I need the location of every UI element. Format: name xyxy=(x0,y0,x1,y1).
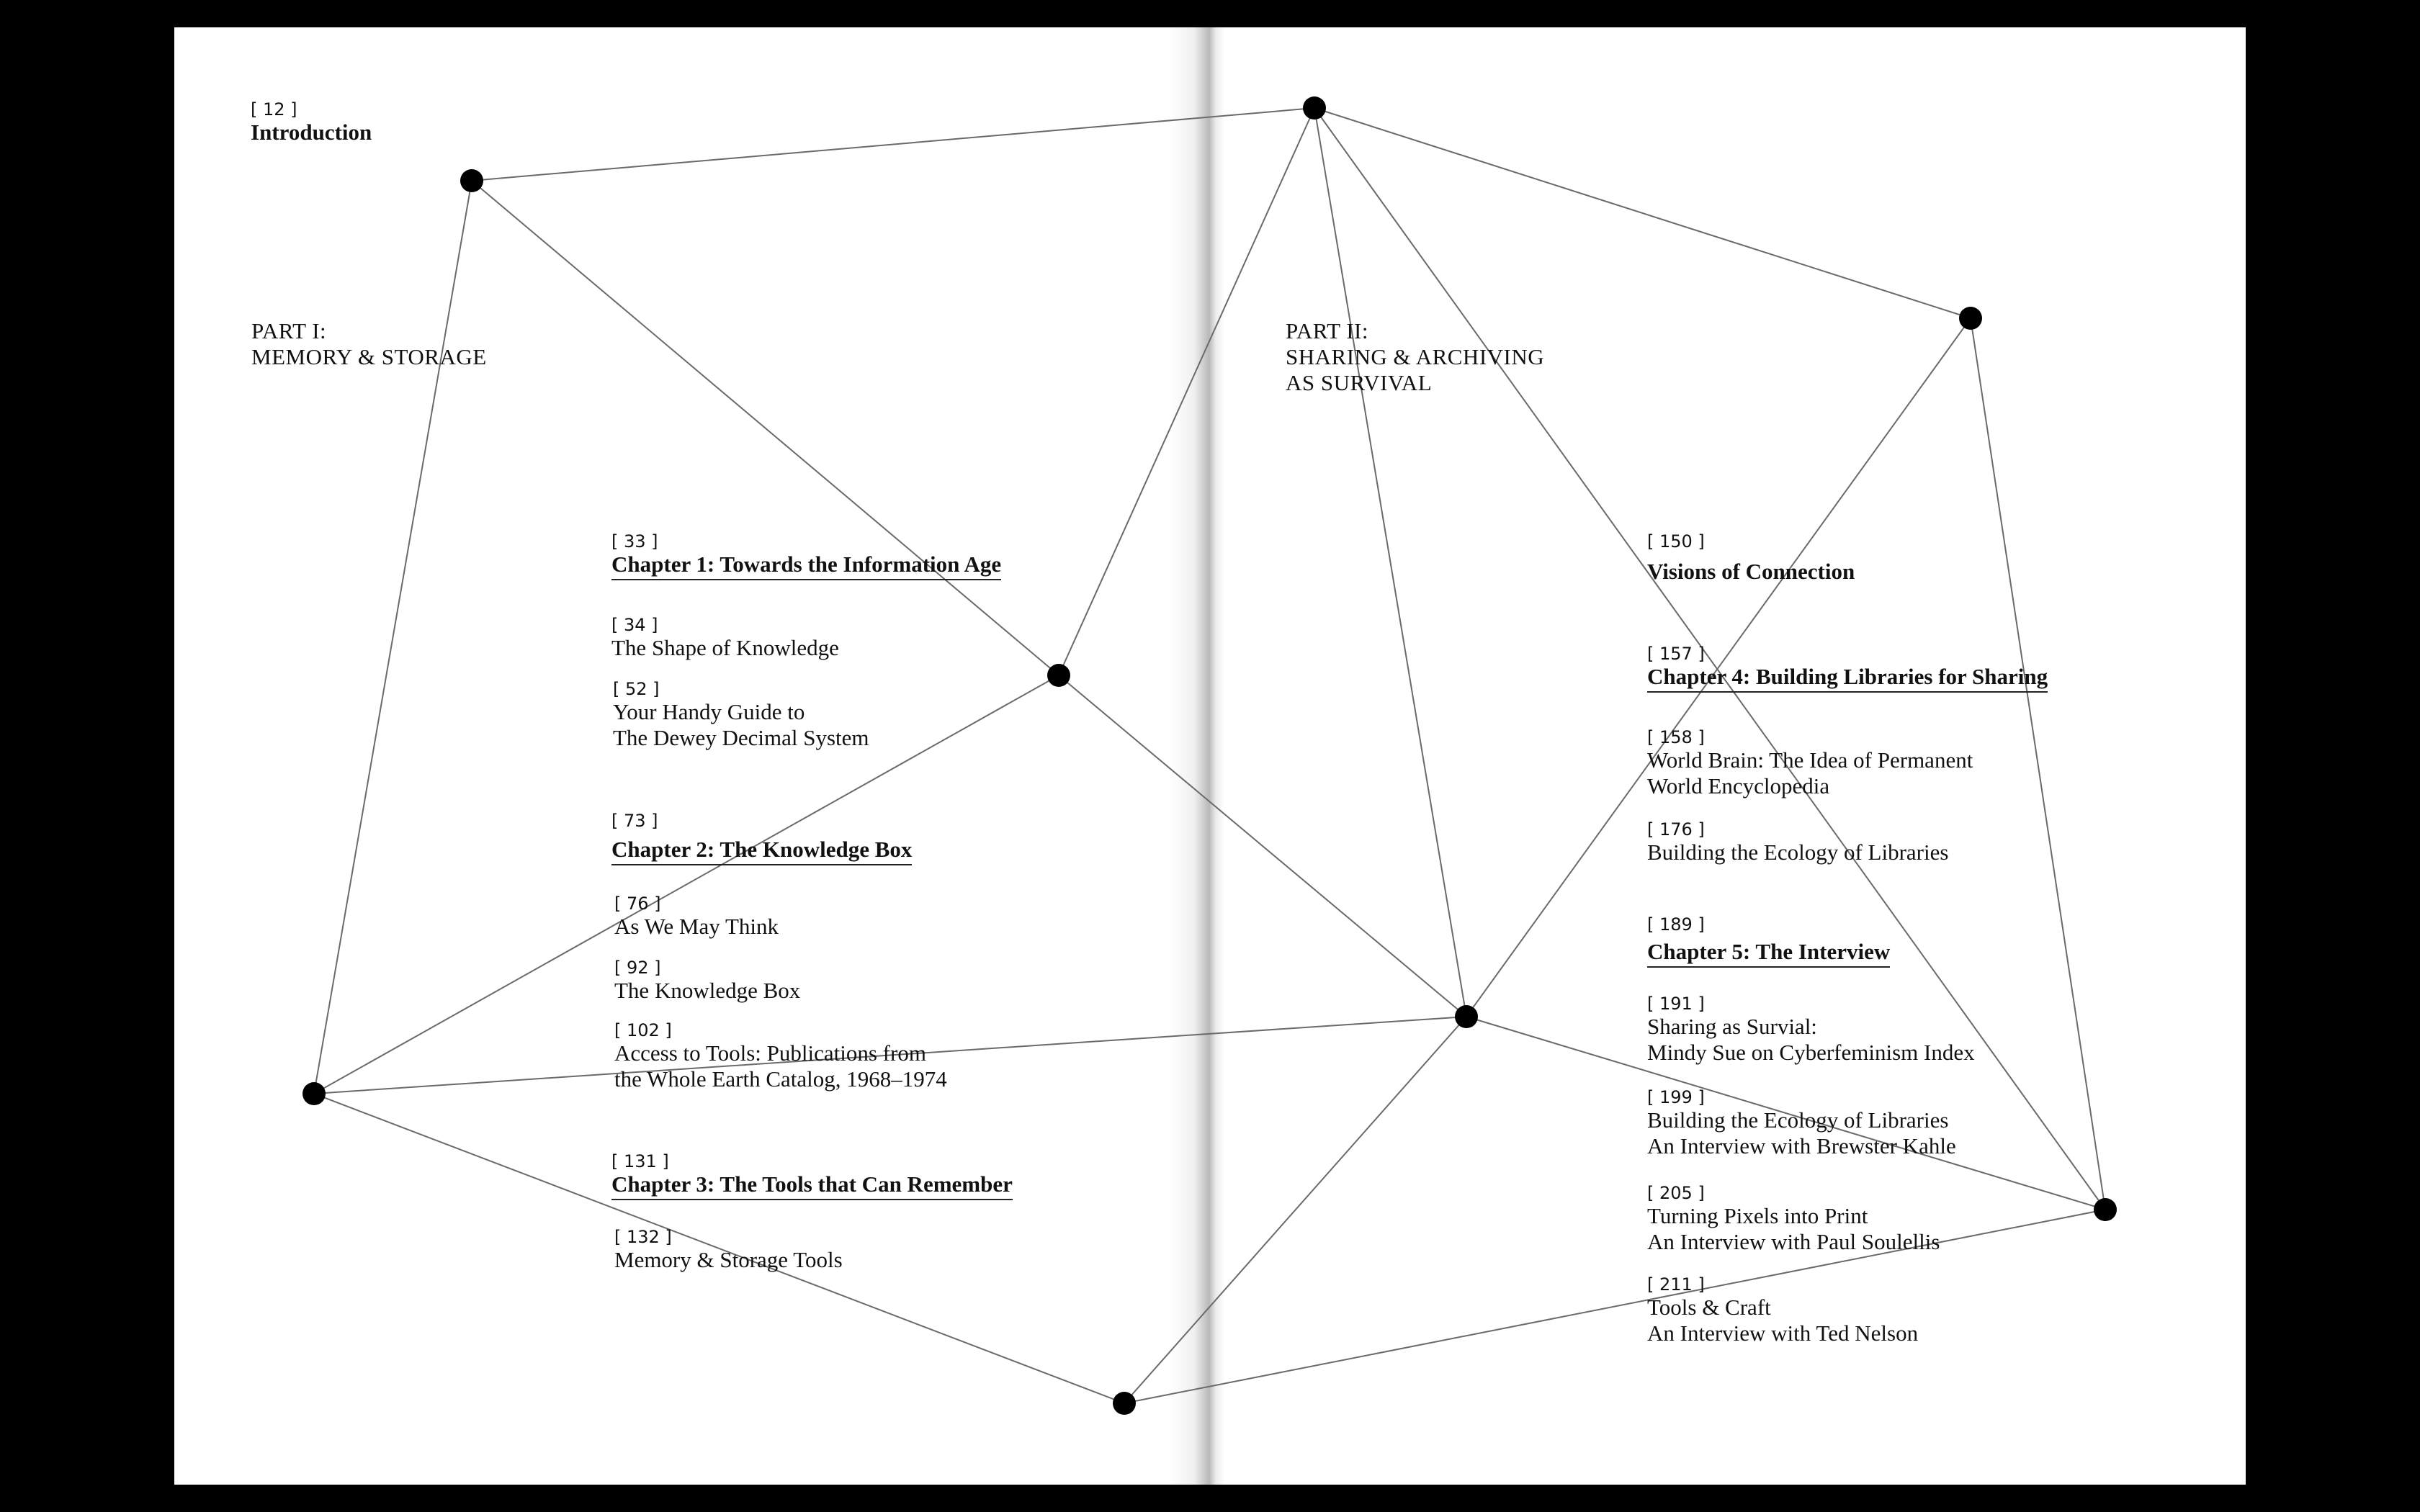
edge xyxy=(1059,675,1466,1017)
entry-title: Turning Pixels into Print xyxy=(1647,1203,1868,1228)
page-number: [ 205 ] xyxy=(1647,1183,1705,1203)
node xyxy=(1303,96,1326,120)
toc-entry xyxy=(1647,727,1973,799)
chapter-title: Chapter 5: The Interview xyxy=(1647,939,1890,968)
entry-title: Visions of Connection xyxy=(1647,559,1855,584)
part-title-line2: AS SURVIVAL xyxy=(1286,370,1433,395)
toc-entry xyxy=(614,894,779,940)
node xyxy=(2094,1198,2117,1221)
entry-title: The Knowledge Box xyxy=(614,978,801,1003)
toc-entry xyxy=(1647,1183,1940,1255)
edge xyxy=(472,108,1314,181)
page-number: [ 191 ] xyxy=(1647,994,1705,1014)
toc-entry xyxy=(1647,819,1948,865)
toc-entry xyxy=(611,615,839,661)
entry-title: Tools & Craft xyxy=(1647,1295,1771,1320)
entry-title-line2: An Interview with Brewster Kahle xyxy=(1647,1133,1956,1158)
node xyxy=(1455,1005,1478,1028)
node xyxy=(1959,307,1982,330)
entry-title: The Shape of Knowledge xyxy=(611,635,839,660)
entry-title: Building the Ecology of Libraries xyxy=(1647,840,1949,865)
page-number: [ 150 ] xyxy=(1647,531,1705,552)
node xyxy=(1047,664,1070,687)
edge xyxy=(1971,318,2105,1210)
toc-entry xyxy=(614,958,800,1004)
toc-entry xyxy=(1647,1274,1918,1346)
chapter-title: Chapter 1: Towards the Information Age xyxy=(611,552,1001,580)
page-number: [ 73 ] xyxy=(611,811,658,831)
toc-chapter-4 xyxy=(1647,644,2048,694)
chapter-title: Chapter 2: The Knowledge Box xyxy=(611,837,912,865)
entry-title: Sharing as Survial: xyxy=(1647,1014,1817,1039)
entry-title-line2: World Encyclopedia xyxy=(1647,773,1830,798)
chapter-title: Chapter 4: Building Libraries for Sharing xyxy=(1647,664,2048,693)
entry-title-line2: An Interview with Paul Soulellis xyxy=(1647,1229,1940,1254)
page-number: [ 92 ] xyxy=(614,958,661,978)
toc-entry xyxy=(1647,994,1975,1066)
entry-title: Access to Tools: Publications from xyxy=(614,1040,926,1066)
page-number: [ 131 ] xyxy=(611,1151,669,1171)
entry-title: Memory & Storage Tools xyxy=(614,1247,843,1272)
entry-title-line2: The Dewey Decimal System xyxy=(613,725,869,750)
entry-title: As We May Think xyxy=(614,914,779,939)
entry-title: Introduction xyxy=(251,120,372,145)
entry-title: World Brain: The Idea of Permanent xyxy=(1647,747,1973,773)
entry-title-line2: the Whole Earth Catalog, 1968–1974 xyxy=(614,1066,947,1092)
toc-entry-introduction xyxy=(251,99,372,145)
toc-entry xyxy=(614,1227,843,1273)
page-number: [ 157 ] xyxy=(1647,644,1705,664)
toc-chapter-2 xyxy=(611,811,912,867)
toc-entry xyxy=(614,1020,947,1092)
entry-title-line2: Mindy Sue on Cyberfeminism Index xyxy=(1647,1040,1975,1065)
page-number: [ 33 ] xyxy=(611,531,658,552)
part-label: PART I: xyxy=(251,318,327,343)
entry-title-line2: An Interview with Ted Nelson xyxy=(1647,1320,1919,1346)
part-title: MEMORY & STORAGE xyxy=(251,344,487,369)
chapter-title: Chapter 3: The Tools that Can Remember xyxy=(611,1171,1013,1200)
part-label: PART II: xyxy=(1286,318,1368,343)
page-number: [ 12 ] xyxy=(251,99,297,120)
edge xyxy=(1124,1210,2105,1403)
part-title: SHARING & ARCHIVING xyxy=(1286,344,1545,369)
toc-chapter-1 xyxy=(611,531,1001,582)
toc-chapter-3 xyxy=(611,1151,1013,1202)
page-number: [ 76 ] xyxy=(614,894,661,914)
page-number: [ 132 ] xyxy=(614,1227,672,1247)
toc-entry-visions xyxy=(1647,531,1855,585)
page-number: [ 189 ] xyxy=(1647,914,1705,935)
node xyxy=(1113,1392,1136,1415)
toc-chapter-5 xyxy=(1647,914,1890,969)
page-number: [ 211 ] xyxy=(1647,1274,1705,1295)
page-number: [ 34 ] xyxy=(611,615,658,635)
part-heading-2 xyxy=(1286,318,1544,396)
page-number: [ 102 ] xyxy=(614,1020,672,1040)
page-number: [ 176 ] xyxy=(1647,819,1705,840)
node xyxy=(302,1082,326,1105)
toc-entry xyxy=(1647,1087,1956,1159)
page-number: [ 52 ] xyxy=(613,679,660,699)
entry-title: Your Handy Guide to xyxy=(613,699,805,724)
edge xyxy=(1314,108,1466,1017)
entry-title: Building the Ecology of Libraries xyxy=(1647,1107,1949,1133)
edge xyxy=(472,181,1059,675)
page-number: [ 199 ] xyxy=(1647,1087,1705,1107)
part-heading-1 xyxy=(251,318,487,370)
toc-entry xyxy=(613,679,869,751)
page-number: [ 158 ] xyxy=(1647,727,1705,747)
edge xyxy=(1059,108,1314,675)
node xyxy=(460,169,483,192)
edge xyxy=(1314,108,1971,318)
